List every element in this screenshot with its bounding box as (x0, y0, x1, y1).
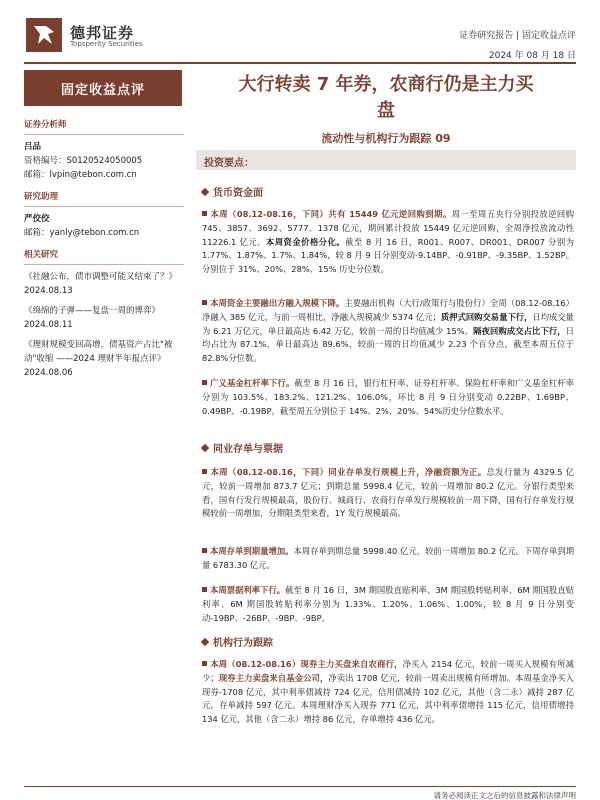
related-research-section (24, 248, 184, 380)
document-date: 2024 年 08 月 18 日 (488, 51, 576, 61)
report-title: 大行转卖 7 年券，农商行仍是主力买 盘 (238, 74, 534, 121)
square-bullet-icon (202, 300, 207, 305)
footer-divider (24, 786, 576, 787)
paragraph-ncd-maturity: 本周存单到期量增加。本周存单到期总量 5998.40 亿元，较前一周增加 80.2 亿元。下周存单到期量 6783.30 亿元。 (202, 546, 574, 570)
analyst-cert: 资格编号：S0120524050005 (24, 156, 143, 166)
square-bullet-icon (202, 211, 207, 216)
footer-disclaimer: 请务必阅读正文之后的信息披露和法律声明 (433, 791, 576, 800)
square-bullet-icon (202, 661, 207, 666)
related-item[interactable]: 《理财规模变回高增，债基资产占比"被动"收缩 ——2024 理财半年报点评》2024.08.06 (24, 340, 173, 378)
diamond-bullet-icon (201, 188, 209, 196)
analyst-heading: 证券分析师 (24, 118, 184, 135)
assistant-section (24, 190, 184, 240)
report-category-banner: 固定收益点评 (24, 70, 182, 106)
key-points-label: 投资要点： (204, 158, 254, 169)
diamond-bullet-icon (201, 444, 209, 452)
related-item[interactable]: 《绵绵的子弹——复盘一周的博弈》2024.08.11 (24, 306, 161, 330)
header-divider (24, 62, 576, 64)
related-item[interactable]: 《社融公布，债市调整可能又结束了？》2024.08.13 (24, 272, 178, 296)
assistant-heading: 研究助理 (24, 190, 184, 207)
brand-name-en: Topsperity Securities (70, 40, 143, 48)
square-bullet-icon (202, 380, 207, 385)
analyst-section (24, 118, 184, 182)
analyst-email[interactable]: 邮箱：lvpin@tebon.com.cn (24, 170, 137, 180)
brand-logo-icon (26, 18, 62, 52)
square-bullet-icon (202, 469, 207, 474)
assistant-name: 严佼佼 (24, 214, 50, 224)
paragraph-lending: 本周资金主要融出方融入规模下降。主要融出机构（大行/政策行与股份行）全周（08.12-08.16）净融入 385 亿元，与前一周相比，净融入规模减少 5374 亿元；质押式回购交易量下行，日均成交量为 6.21 万亿元，单日最高达 6.42 万亿，较前一周的日均值减少 15%。隔夜回购成交占比下行，日均占比为 87.1%，单日最高达 89.6%，较前一周的日均值减少 2.23 个百分点，截至本周五位于 82.8%分位数。 (202, 298, 574, 364)
assistant-email[interactable]: 邮箱：yanly@tebon.com.cn (24, 228, 140, 238)
analyst-name: 吕品 (24, 142, 42, 152)
related-heading: 相关研究 (24, 248, 184, 265)
report-subtitle: 流动性与机构行为跟踪 09 (321, 132, 451, 145)
paragraph-bill-rates: 本周票据利率下行。截至 8 月 16 日，3M 期国股直贴利率、3M 期国股转贴利率、6M 期国股直贴利率、6M 期国股转贴利率分别为 1.33%、1.20%、1.06%、1.00%，较 8 月 9 日分别变动-19BP、-26BP、-9BP、-9BP。 (202, 585, 574, 623)
document-type: 证券研究报告 | 固定收益点评 (459, 31, 576, 41)
square-bullet-icon (202, 587, 207, 592)
paragraph-repo: 本周（08.12-08.16，下同）共有 15449 亿元逆回购到期。周一至周五央行分别投放逆回购 745、3857、3692、5777、1378 亿元，期间累计投放 15449 亿元逆回购，全周净投放流动性 11226.1 亿元。本周资金价格分化。截至 8 月 16 日，R001、R007、DR001、DR007 分别为 1.77%、1.87%、1.7%、1.84%，较 8 月 9 日分别变动-9.14BP、-0.91BP、-9.35BP、1.52BP。分别位于 31%、20%、28%、15% 历史分位数。 (202, 209, 574, 275)
section-title-ncd-bills: 同业存单与票据 (202, 440, 283, 455)
section-title-institutional: 机构行为跟踪 (202, 634, 273, 649)
paragraph-leverage: 广义基金杠杆率下行。截至 8 月 16 日，银行杠杆率、证券杠杆率、保险杠杆率和广义基金杠杆率分别为 103.5%、183.2%、121.2%、106.0%，环比 8 月 9 日分别变动 0.22BP、1.69BP、0.49BP、-0.19BP，截至周五分别位于 14%、2%、20%、54%历史分位数水平。 (202, 378, 574, 416)
diamond-bullet-icon (201, 638, 209, 646)
paragraph-institutional: 本周（08.12-08.16）现券主力买盘来自农商行，净买入 2154 亿元，较前一周买入规模有所减少；现券主力卖盘来自基金公司，净卖出 1708 亿元，较前一周卖出规模有所增加。本周基金净买入现券-1708 亿元，其中利率债减持 724 亿元，信用债减持 102 亿元，其他（含二永）减持 287 亿元，存单减持 597 亿元。本周理财净买入现券 771 亿元，其中利率债增持 115 亿元，信用债增持 134 亿元，其他（含二永）增持 86 亿元，存单增持 436 亿元。 (202, 659, 574, 725)
paragraph-ncd-issuance: 本周（08.12-08.16，下同）同业存单发行规模上升，净融资额为正。总发行量为 4329.5 亿元，较前一周增加 873.7 亿元；到期总量 5998.4 亿元，较前一周增加 80.2 亿元。分银行类型来看，国有行发行规模最高，股份行、城商行、农商行存单发行规模较前一周下降，国有行存单发行规模较前一周增加，分期限类型来看，1Y 发行规模最高。 (202, 467, 574, 519)
section-title-money-market: 货币资金面 (202, 184, 263, 199)
left-sidebar (24, 118, 184, 388)
brand-name: 德邦证券 (70, 24, 135, 42)
square-bullet-icon (202, 548, 207, 553)
